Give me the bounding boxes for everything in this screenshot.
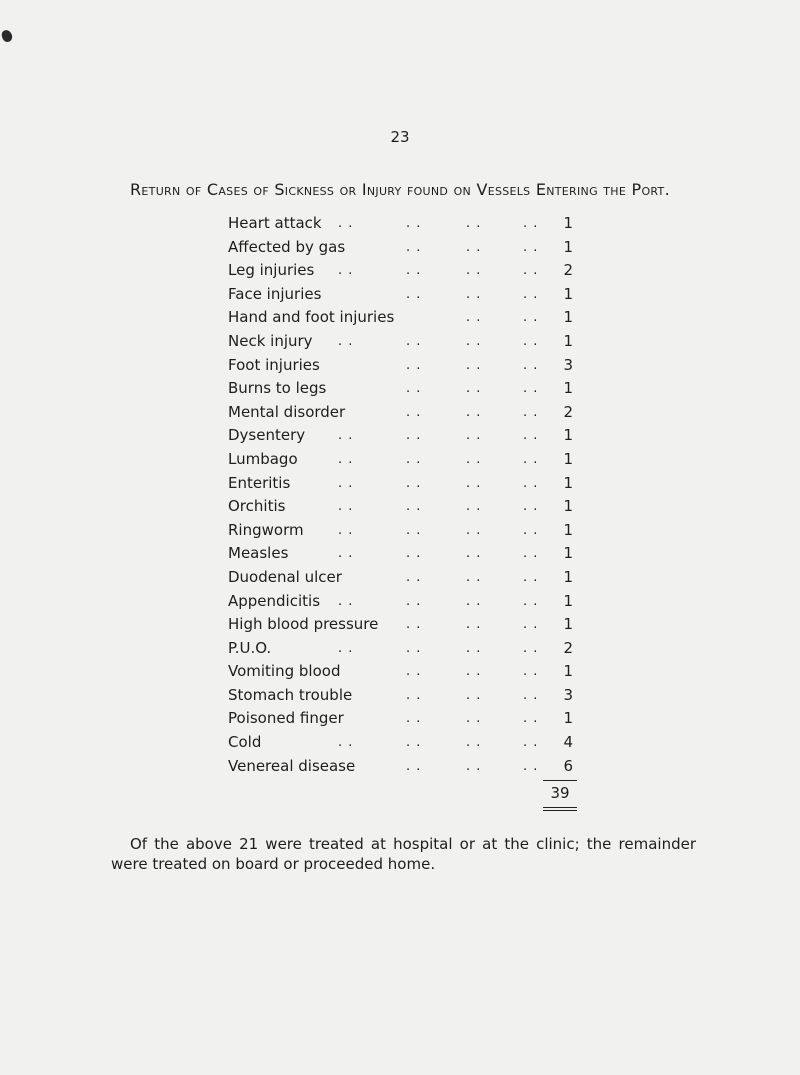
row-value: 1 [563, 662, 573, 681]
row-label: Poisoned finger [228, 709, 344, 728]
table-row [228, 424, 573, 448]
ink-speck [0, 29, 13, 44]
leader-dots: . . [523, 569, 539, 585]
row-value: 1 [563, 544, 573, 563]
leader-dots: . . [523, 404, 539, 420]
leader-dots: . . [466, 216, 482, 231]
leader-dots: . . [466, 522, 482, 538]
leader-dots: . . [338, 640, 354, 656]
leader-dots: . . [466, 286, 482, 302]
leader-dots: . . [466, 333, 482, 349]
leader-dots: . . [406, 617, 422, 633]
leader-dots: . . [338, 735, 354, 751]
row-value: 1 [563, 308, 573, 327]
row-label: Venereal disease [228, 756, 356, 775]
leader-dots: . . [406, 263, 422, 279]
row-value: 1 [563, 331, 573, 350]
leader-dots: . . [466, 546, 482, 562]
leader-dots: . . [523, 357, 539, 373]
leader-dots: . . [338, 428, 354, 444]
leader-dots: . . [466, 475, 482, 491]
row-label: Vomiting blood [228, 662, 341, 681]
row-label: Burns to legs [228, 379, 327, 398]
leader-dots: . . [338, 333, 354, 349]
row-value: 6 [563, 756, 573, 775]
table-row [228, 448, 573, 472]
row-label: Affected by gas [228, 237, 346, 256]
row-value: 3 [563, 685, 573, 704]
leader-dots: . . [523, 381, 539, 397]
row-value: 1 [563, 615, 573, 634]
row-value: 1 [563, 237, 573, 256]
table-row [228, 613, 573, 637]
leader-dots: . . [466, 499, 482, 515]
leader-dots: . . [406, 569, 422, 585]
leader-dots: . . [466, 381, 482, 397]
table-row [228, 707, 573, 731]
row-label: Cold [228, 733, 262, 752]
leader-dots: . . [523, 664, 539, 680]
table-row [228, 259, 573, 283]
leader-dots: . . [406, 451, 422, 467]
leader-dots: . . [338, 593, 354, 609]
leader-dots: . . [523, 546, 539, 562]
leader-dots: . . [466, 640, 482, 656]
leader-dots: . . [406, 404, 422, 420]
total-double-rule [543, 807, 577, 811]
leader-dots: . . [523, 451, 539, 467]
leader-dots: . . [466, 758, 482, 774]
row-label: Lumbago [228, 449, 298, 468]
leader-dots: . . [523, 711, 539, 727]
row-label: Duodenal ulcer [228, 567, 342, 586]
leader-dots: . . [406, 735, 422, 751]
table-row [228, 590, 573, 614]
leader-dots: . . [466, 711, 482, 727]
leader-dots: . . [338, 263, 354, 279]
leader-dots: . . [523, 428, 539, 444]
leader-dots: . . [523, 239, 539, 255]
leader-dots: . . [406, 428, 422, 444]
leader-dots: . . [466, 451, 482, 467]
leader-dots: . . [466, 664, 482, 680]
table-row [228, 519, 573, 543]
table-row [228, 212, 573, 236]
leader-dots: . . [523, 286, 539, 302]
table-title: Return of Cases of Sickness or Injury found on Vessels Entering the Port. [130, 180, 670, 199]
row-value: 2 [563, 638, 573, 657]
table-row [228, 306, 573, 330]
leader-dots: . . [466, 357, 482, 373]
row-label: Foot injuries [228, 355, 320, 374]
leader-dots: . . [406, 522, 422, 538]
row-label: Measles [228, 544, 289, 563]
row-label: Neck injury [228, 331, 313, 350]
page-number: 23 [390, 128, 410, 146]
leader-dots: . . [466, 310, 482, 326]
leader-dots: . . [338, 451, 354, 467]
row-value: 1 [563, 591, 573, 610]
leader-dots: . . [466, 569, 482, 585]
table-row [228, 495, 573, 519]
row-label: Mental disorder [228, 402, 346, 421]
leader-dots: . . [338, 546, 354, 562]
table-row [228, 401, 573, 425]
leader-dots: . . [338, 216, 354, 231]
table-row [228, 566, 573, 590]
table-row [228, 637, 573, 661]
table-row [228, 283, 573, 307]
leader-dots: . . [406, 239, 422, 255]
leader-dots: . . [523, 593, 539, 609]
row-value: 1 [563, 520, 573, 539]
table-row [228, 236, 573, 260]
row-value: 3 [563, 355, 573, 374]
leader-dots: . . [406, 640, 422, 656]
leader-dots: . . [466, 428, 482, 444]
leader-dots: . . [523, 499, 539, 515]
leader-dots: . . [466, 263, 482, 279]
leader-dots: . . [523, 758, 539, 774]
leader-dots: . . [466, 687, 482, 703]
row-value: 1 [563, 567, 573, 586]
row-value: 4 [563, 733, 573, 752]
leader-dots: . . [523, 475, 539, 491]
leader-dots: . . [523, 333, 539, 349]
leader-dots: . . [406, 381, 422, 397]
leader-dots: . . [406, 333, 422, 349]
row-value: 1 [563, 473, 573, 492]
leader-dots: . . [406, 687, 422, 703]
leader-dots: . . [523, 522, 539, 538]
row-label: Leg injuries [228, 261, 315, 280]
leader-dots: . . [338, 475, 354, 491]
table-row [228, 330, 573, 354]
row-label: Hand and foot injuries [228, 308, 395, 327]
row-label: Appendicitis [228, 591, 321, 610]
row-label: Stomach trouble [228, 685, 353, 704]
row-value: 2 [563, 261, 573, 280]
leader-dots: . . [523, 216, 539, 231]
row-value: 1 [563, 497, 573, 516]
table-row [228, 660, 573, 684]
row-value: 1 [563, 426, 573, 445]
table-row [228, 472, 573, 496]
cases-table [228, 212, 573, 778]
row-label: Heart attack [228, 214, 322, 232]
table-row [228, 377, 573, 401]
leader-dots: . . [466, 593, 482, 609]
table-row [228, 542, 573, 566]
leader-dots: . . [523, 310, 539, 326]
leader-dots: . . [523, 640, 539, 656]
leader-dots: . . [406, 475, 422, 491]
leader-dots: . . [406, 357, 422, 373]
leader-dots: . . [406, 499, 422, 515]
total-value: 39 [550, 784, 570, 802]
leader-dots: . . [406, 286, 422, 302]
leader-dots: . . [406, 216, 422, 231]
row-value: 1 [563, 284, 573, 303]
leader-dots: . . [523, 687, 539, 703]
row-value: 1 [563, 449, 573, 468]
table-row [228, 684, 573, 708]
leader-dots: . . [406, 758, 422, 774]
leader-dots: . . [338, 499, 354, 515]
leader-dots: . . [523, 263, 539, 279]
leader-dots: . . [466, 617, 482, 633]
table-row [228, 354, 573, 378]
leader-dots: . . [406, 546, 422, 562]
leader-dots: . . [466, 404, 482, 420]
row-label: High blood pressure [228, 615, 379, 634]
row-value: 2 [563, 402, 573, 421]
table-row [228, 755, 573, 779]
leader-dots: . . [523, 735, 539, 751]
row-label: Dysentery [228, 426, 306, 445]
leader-dots: . . [466, 735, 482, 751]
row-value: 1 [563, 709, 573, 728]
row-value: 1 [563, 379, 573, 398]
row-label: P.U.O. [228, 638, 272, 657]
row-label: Ringworm [228, 520, 304, 539]
row-label: Face injuries [228, 284, 322, 303]
footnote: Of the above 21 were treated at hospital or at the clinic; the remainder were treated on board or proceeded home. [111, 835, 696, 873]
leader-dots: . . [338, 522, 354, 538]
leader-dots: . . [466, 239, 482, 255]
table-row [228, 731, 573, 755]
leader-dots: . . [406, 711, 422, 727]
row-value: 1 [563, 214, 573, 232]
row-label: Enteritis [228, 473, 291, 492]
leader-dots: . . [523, 617, 539, 633]
leader-dots: . . [406, 664, 422, 680]
total-block [543, 780, 577, 811]
leader-dots: . . [406, 593, 422, 609]
row-label: Orchitis [228, 497, 286, 516]
